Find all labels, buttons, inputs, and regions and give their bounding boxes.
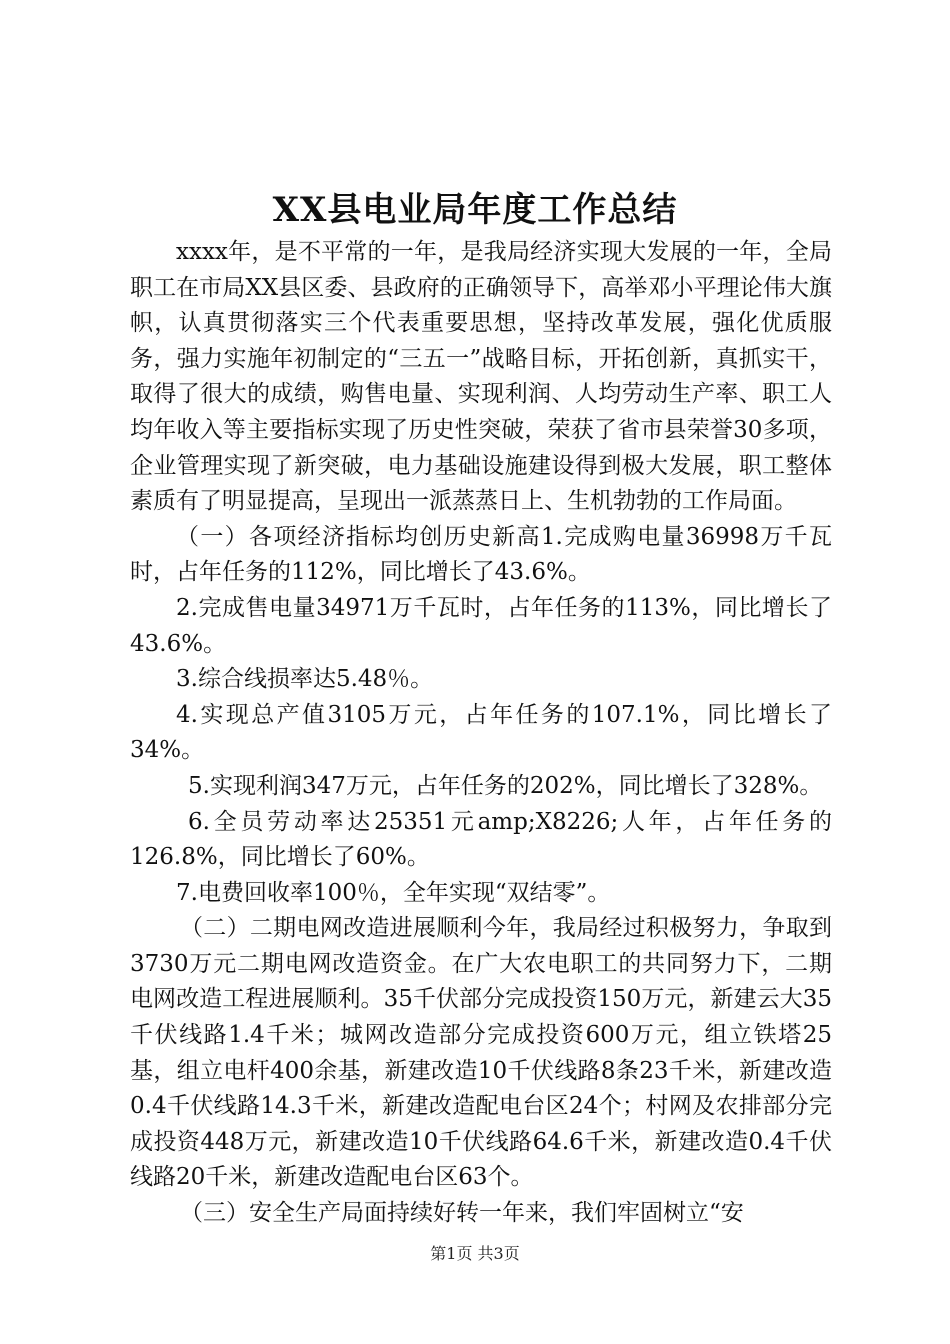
paragraph-item-3: 3.综合线损率达5.48％。 bbox=[176, 666, 434, 693]
paragraph-section-2: （二）二期电网改造进展顺利今年，我局经过积极努力，争取到3730万元二期电网改造资金。在广大农电职工的共同努力下，二期电网改造工程进展顺利。35千伏部分完成投资150万元，新建云大35千伏线路1.4千米；城网改造部分完成投资600万元，组立铁塔25基，组立电杆400余基，新建改造10千伏线路8条23千米，新建改造0.4千伏线路14.3千米，新建改造配电台区24个；村网及农排部分完成投资448万元，新建改造10千伏线路64.6千米，新建改造0.4千伏线路20千米，新建改造配电台区63个。 bbox=[130, 915, 832, 1191]
paragraph-item-5: 5.实现利润347万元，占年任务的202%，同比增长了328%。 bbox=[188, 772, 823, 799]
paragraph-item-7: 7.电费回收率100％，全年实现“双结零”。 bbox=[176, 879, 611, 906]
paragraph-item-4: 4.实现总产值3105万元，占年任务的107.1%，同比增长了34%。 bbox=[130, 701, 832, 764]
document-title: XX县电业局年度工作总结 bbox=[272, 190, 678, 230]
paragraph-section-1: （一）各项经济指标均创历史新高1.完成购电量36998万千瓦时，占年任务的112%，同比增长了43.6%。 bbox=[130, 523, 832, 586]
paragraph-intro: xxxx年，是不平常的一年，是我局经济实现大发展的一年，全局职工在市局XX县区委、县政府的正确领导下，高举邓小平理论伟大旗帜，认真贯彻落实三个代表重要思想，坚持改革发展，强化优质服务，强力实施年初制定的“三五一”战略目标，开拓创新，真抓实干，取得了很大的成绩，购售电量、实现利润、人均劳动生产率、职工人均年收入等主要指标实现了历史性突破，荣获了省市县荣誉30多项，企业管理实现了新突破，电力基础设施建设得到极大发展，职工整体素质有了明显提高，呈现出一派蒸蒸日上、生机勃勃的工作局面。 bbox=[130, 239, 832, 515]
page-number-footer: 第1页 共3页 bbox=[430, 1244, 520, 1263]
paragraph-section-3: （三）安全生产局面持续好转一年来，我们牢固树立“安 bbox=[180, 1200, 744, 1227]
paragraph-item-2: 2.完成售电量34971万千瓦时，占年任务的113%，同比增长了43.6%。 bbox=[130, 594, 832, 657]
document-body bbox=[130, 235, 832, 1232]
paragraph-item-6: 6.全员劳动率达25351元amp;X8226;人年，占年任务的126.8%，同比增长了60%。 bbox=[130, 808, 832, 871]
